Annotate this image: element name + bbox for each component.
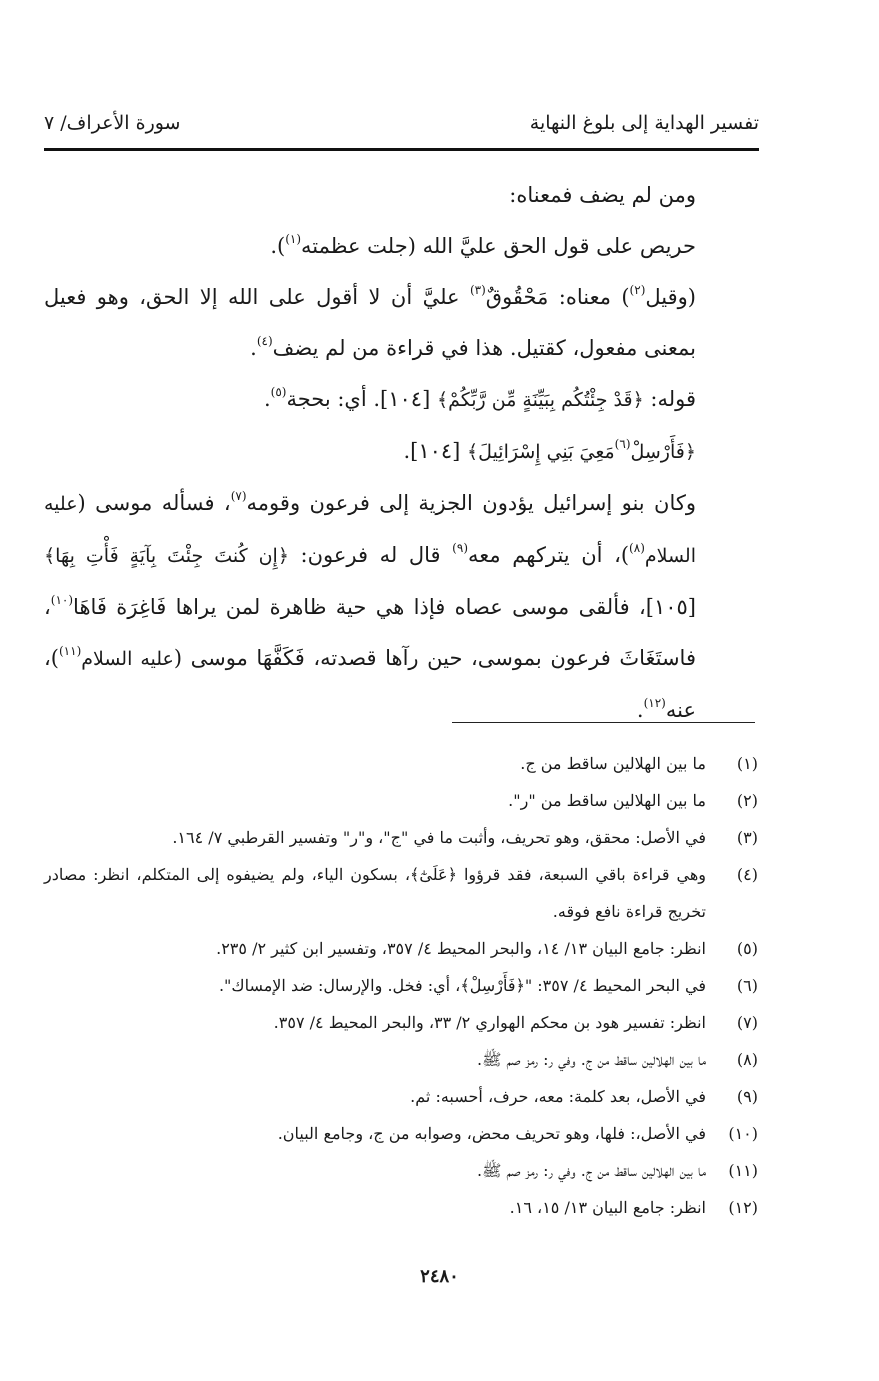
quran-verse: مَعِيَ بَنِي إِسْرَائِيلَ﴾ [467, 441, 615, 463]
paragraph-1: ومن لم يضف فمعناه: [509, 183, 696, 207]
footnote [44, 967, 758, 1004]
footnote-text: انظر: تفسير هود بن محكم الهواري ٢/ ٣٣، والبحر المحيط ٤/ ٣٥٧. [273, 1013, 706, 1032]
quran-verse: ﴿قَدْ جِئْتُكُم بِبَيِّنَةٍ مِّن رَّبِّكُمْ﴾ [436, 389, 644, 411]
paragraph-6: وكان بنو إسرائيل يؤدون الجزية إلى فرعون وقومه$^{(٧)}$، فسأله موسى (عليه السلام$^{(٨)}$)، أن يتركهم معه$^{(٩)}$ قال له فرعون: ﴿إِن كُنتَ جِئْتَ بِآيَةٍ فَأْتِ بِهَا﴾ [١٠٥]، فألقى موسى عصاه فإذا هي حية ظاهرة لمن يراها فَاغِرَة فَاهَا$^{(١٠)}$، فاستَغَاثَ فرعون بموسى، حين رآها قصدته، فَكَفَّهَا موسى (عليه السلام$^{(١١)}$)، عنه$^{(١٢)}$. [44, 489, 696, 722]
paragraph-4: قوله: ﴿قَدْ جِئْتُكُم بِبَيِّنَةٍ مِّن رَّبِّكُمْ﴾ [١٠٤]. أي: بحجة$^{(٥)}$. [263, 385, 696, 411]
footnote-ref-5[interactable]: (٥) [270, 385, 287, 399]
footnote-number: (٧) [736, 1013, 758, 1032]
footnote-number: (٨) [736, 1050, 758, 1069]
footnote-number: (٦) [736, 976, 758, 995]
paragraph-5: ﴿فَأَرْسِلْ$^{(٦)}$مَعِيَ بَنِي إِسْرَائِيلَ﴾ [١٠٤]. [403, 437, 696, 463]
footnote-number: (٩) [736, 1087, 758, 1106]
footnote-ref-4[interactable]: (٤) [256, 334, 273, 348]
footnote-number: (١٠) [728, 1124, 758, 1143]
paragraph-3: (وقيل$^{(٢)}$) معناه: مَحْقُوقٌ$^{(٣)}$ عليَّ أن لا أقول على الله إلا الحق، وهو فعيل بمعنى مفعول، كقتيل. هذا في قراءة من لم يضف$^{(٤)}$. [44, 283, 696, 360]
footnote [44, 745, 758, 782]
footnote-ref-12[interactable]: (١٢) [643, 696, 666, 710]
honorific: عليه السلام [81, 648, 174, 670]
footnote-ref-10[interactable]: (١٠) [50, 593, 74, 607]
footnote-text: في الأصل، بعد كلمة: معه، حرف، أحسبه: ثم. [410, 1087, 706, 1106]
footnote-text: في البحر المحيط ٤/ ٣٥٧: "﴿فَأَرْسِلْ﴾، أي: فخل. والإرسال: ضد الإمساك". [218, 976, 706, 995]
footnote [44, 1152, 758, 1189]
footnote-divider [452, 722, 755, 723]
footnote [44, 930, 758, 967]
footnote-text: ما بين الهلالين ساقط من ج. [520, 754, 706, 773]
footnote-number: (٢) [736, 791, 758, 810]
footnote-number: (٣) [736, 828, 758, 847]
quran-verse: ﴿فَأَرْسِلْ [630, 441, 696, 463]
footnote-ref-6[interactable]: (٦) [614, 437, 631, 451]
footnote-ref-1[interactable]: (١) [285, 232, 302, 246]
footnote-text: وهي قراءة باقي السبعة، فقد قرؤوا ﴿عَلَىٰٓ﴾، بسكون الياء، ولم يضيفوه إلى المتكلم، انظر: مصادر تخريج قراءة نافع فوقه. [44, 865, 706, 921]
paragraph-2: حريص على قول الحق عليَّ الله (جلت عظمته$^{(١)}$). [270, 232, 696, 258]
header-divider [44, 148, 759, 151]
surah-title: سورة الأعراف/ ٧ [44, 112, 181, 134]
footnote-number: (٥) [736, 939, 758, 958]
footnote-text: ما بين الهلالين ساقط من "ر". [508, 791, 706, 810]
footnote-ref-11[interactable]: (١١) [58, 644, 82, 658]
honorific: عليه السلام [44, 493, 696, 567]
main-text [44, 170, 756, 736]
footnote-ref-2[interactable]: (٢) [629, 283, 646, 297]
footnote-text: ما بين الهلالين ساقط من ج. وفي ر: رمز صم ﷺ. [477, 1161, 706, 1180]
footnote [44, 856, 758, 930]
book-title: تفسير الهداية إلى بلوغ النهاية [529, 112, 759, 134]
footnote-number: (٤) [736, 865, 758, 884]
footnote-text: انظر: جامع البيان ١٣/ ١٤، والبحر المحيط ٤/ ٣٥٧، وتفسير ابن كثير ٢/ ٢٣٥. [216, 939, 706, 958]
footnote-text: انظر: جامع البيان ١٣/ ١٥، ١٦. [509, 1198, 706, 1217]
footnote [44, 1189, 758, 1226]
footnote-text: في الأصل،: فلها، وهو تحريف محض، وصوابه من ج، وجامع البيان. [277, 1124, 706, 1143]
footnote-number: (١٢) [728, 1198, 758, 1217]
footnote [44, 1115, 758, 1152]
footnotes [44, 745, 758, 1226]
page-number: ٢٤٨٠ [420, 1266, 459, 1287]
footnote [44, 1041, 758, 1078]
footnote-ref-8[interactable]: (٨) [629, 541, 645, 555]
footnote [44, 782, 758, 819]
quran-verse: ﴿إِن كُنتَ جِئْتَ بِآيَةٍ فَأْتِ بِهَا﴾ [44, 545, 289, 567]
footnote-ref-9[interactable]: (٩) [452, 541, 468, 555]
footnote [44, 1004, 758, 1041]
footnote-text: في الأصل: محقق، وهو تحريف، وأثبت ما في "ج"، و"ر" وتفسير القرطبي ٧/ ١٦٤. [172, 828, 706, 847]
footnote [44, 819, 758, 856]
footnote-ref-7[interactable]: (٧) [230, 489, 247, 503]
footnote-ref-3[interactable]: (٣) [469, 283, 486, 297]
footnote-number: (١١) [728, 1161, 758, 1180]
footnote-number: (١) [736, 754, 758, 773]
footnote [44, 1078, 758, 1115]
running-header [44, 112, 759, 152]
footnote-text: ما بين الهلالين ساقط من ج. وفي ر: رمز صم ﷺ. [477, 1050, 706, 1069]
